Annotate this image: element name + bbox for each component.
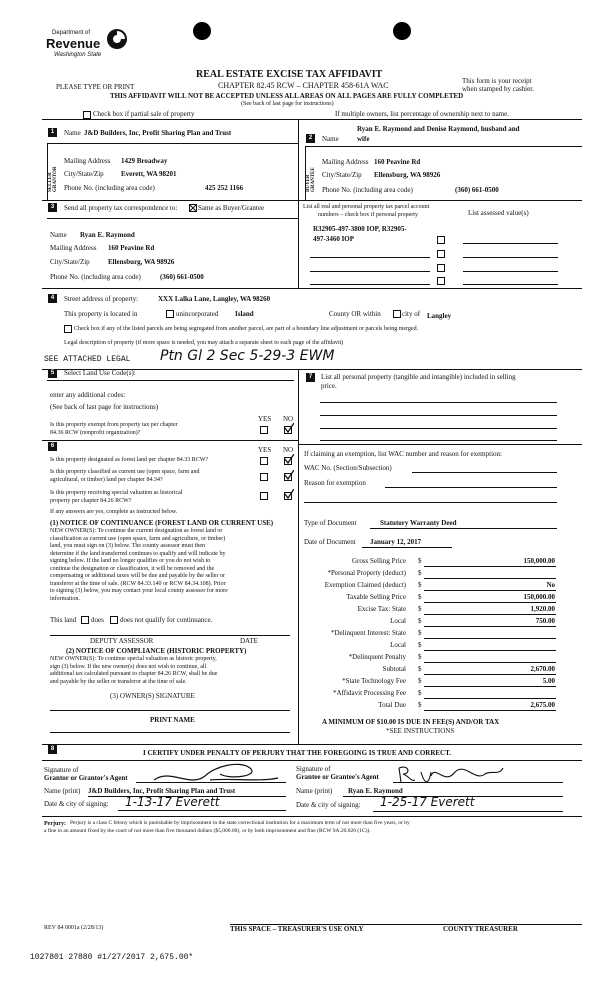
- grantee-name[interactable]: Ryan E. Raymond: [348, 787, 403, 795]
- doc-date-label: Date of Document: [304, 538, 356, 546]
- segregated-label: Check box if any of the listed parcels are being segregated from another parcel, are part of a boundary line adjustment or parcels being merged.: [74, 326, 419, 332]
- multiple-owners-note: If multiple owners, list percentage of ownership next to name.: [335, 110, 509, 118]
- tax-row: [298, 592, 582, 604]
- current-use-q-a: Is this property classified as current use (open space, farm and: [50, 469, 200, 475]
- notice2-line: NEW OWNER(S): To continue special valuation as historic property,: [50, 656, 217, 662]
- exemption-claim-label: If claiming an exemption, list WAC number and reason for exemption:: [304, 450, 502, 458]
- corr-name-label: Name: [50, 231, 67, 239]
- tax-row-value[interactable]: 2,670.00: [530, 665, 555, 673]
- grantee-name-label: Name (print): [296, 787, 333, 795]
- seller-side-label: SELLER GRANTOR: [48, 166, 58, 192]
- notice1-title: (1) NOTICE OF CONTINUANCE (FOREST LAND OR CURRENT USE): [50, 519, 274, 527]
- punch-hole-left: [193, 22, 211, 40]
- buyer-name-line2[interactable]: wife: [357, 135, 370, 143]
- correspondence-label: Send all property tax correspondence to:: [64, 204, 178, 212]
- corr-name[interactable]: Ryan E. Raymond: [80, 231, 135, 239]
- buyer-name-line1[interactable]: Ryan E. Raymond and Denise Raymond, husband and: [357, 125, 520, 133]
- seller-phone[interactable]: 425 252 1166: [205, 184, 244, 192]
- reason-label: Reason for exemption: [304, 479, 366, 487]
- seller-name[interactable]: J&D Builders, Inc, Profit Sharing Plan and Trust: [84, 129, 232, 137]
- dor-logo-icon: [106, 28, 128, 50]
- tax-row: [298, 628, 582, 640]
- receipt-note-1: This form is your receipt: [462, 77, 532, 85]
- legal-handwritten[interactable]: Ptn Gl 2 Sec 5-29-3 EWM: [160, 348, 335, 364]
- tax-row-value[interactable]: 2,675.00: [530, 701, 555, 709]
- notice2-line: and payable by the seller or transferor at the time of sale.: [50, 678, 187, 685]
- tax-row-label: Local: [390, 641, 406, 649]
- perjury-line-2: a fine in an amount fixed by the court of not more than five thousand dollars ($5,000.00), or by both imprisonment and fine (RCW 9A.20.020 (1C)).: [44, 828, 371, 834]
- tax-row: [298, 688, 582, 700]
- section-2-marker: 2: [306, 134, 315, 143]
- doc-date-value[interactable]: January 12, 2017: [370, 538, 422, 546]
- grantor-sig-label-2: Grantor or Grantor's Agent: [44, 774, 128, 782]
- section-6-marker: 6: [48, 442, 57, 451]
- check-mark-icon: [284, 470, 294, 480]
- parcel-3-personal-checkbox[interactable]: [437, 264, 445, 272]
- dollar-sign: $: [418, 653, 422, 661]
- dor-logo: [44, 26, 134, 66]
- tax-row: [298, 568, 582, 580]
- treasurer-space: THIS SPACE – TREASURER'S USE ONLY: [230, 925, 364, 933]
- check-mark-icon: [284, 489, 294, 499]
- dept-line3: Washington State: [54, 52, 102, 58]
- city-of-label: city of: [402, 310, 421, 318]
- seller-city[interactable]: Everett, WA 98201: [121, 170, 177, 178]
- buyer-mail[interactable]: 160 Peavine Rd: [374, 158, 421, 166]
- notice1-line: compensating or additional taxes will be due and payable by the seller or: [50, 573, 225, 579]
- tax-row-value[interactable]: 150,000.00: [523, 557, 555, 565]
- tax-row-label: *Delinquent Interest: State: [330, 629, 406, 637]
- forest-land-q: Is this property designated as forest land per chapter 84.33 RCW?: [50, 457, 209, 463]
- grantor-date-label: Date & city of signing:: [44, 800, 109, 808]
- tax-row-label: Exemption Claimed (deduct): [324, 581, 406, 589]
- parcel-1[interactable]: R32905-497-3800 IOP, R32905-: [313, 225, 407, 233]
- forest-yes-checkbox[interactable]: [260, 457, 268, 465]
- buyer-phone[interactable]: (360) 661-0500: [455, 186, 499, 194]
- exempt-q2: 84.36 RCW (nonprofit organization)?: [50, 430, 141, 436]
- corr-mail[interactable]: 160 Peavine Rd: [108, 244, 155, 252]
- section-1-marker: 1: [48, 128, 57, 137]
- assessed-header: List assessed value(s): [468, 209, 529, 217]
- parcel-4-personal-checkbox[interactable]: [437, 277, 445, 285]
- dollar-sign: $: [418, 593, 422, 601]
- tax-row-label: Total Due: [378, 701, 406, 709]
- corr-phone-label: Phone No. (including area code): [50, 273, 141, 281]
- street-label: Street address of property:: [64, 295, 139, 303]
- dollar-sign: $: [418, 605, 422, 613]
- section-7-marker: 7: [306, 373, 315, 382]
- seller-phone-label: Phone No. (including area code): [64, 184, 155, 192]
- county-label: County OR within: [329, 310, 381, 318]
- seller-mail[interactable]: 1429 Broadway: [121, 157, 168, 165]
- does-not-checkbox[interactable]: [110, 616, 118, 624]
- punch-hole-right: [393, 22, 411, 40]
- dollar-sign: $: [418, 569, 422, 577]
- notice1-line: continue the designation or classification, it will be removed and the: [50, 565, 215, 572]
- dollar-sign: $: [418, 677, 422, 685]
- date-label: DATE: [240, 637, 258, 645]
- buyer-name-label: Name: [322, 135, 339, 143]
- current-use-yes-checkbox[interactable]: [260, 473, 268, 481]
- land-use-label: Select Land Use Code(s):: [64, 369, 136, 377]
- tax-row-label: Taxable Selling Price: [346, 593, 406, 601]
- exempt-q1: Is this property exempt from property tax per chapter: [50, 422, 178, 428]
- buyer-side-label: BUYER GRANTEE: [306, 167, 316, 192]
- buyer-city-label: City/State/Zip: [322, 171, 362, 179]
- print-name-label: PRINT NAME: [150, 716, 195, 724]
- dollar-sign: $: [418, 617, 422, 625]
- doc-type-label: Type of Document: [304, 519, 357, 527]
- deputy-assessor-label: DEPUTY ASSESSOR: [90, 637, 154, 645]
- see-attached-legal: SEE ATTACHED LEGAL: [44, 355, 131, 364]
- grantor-date[interactable]: 1-13-17 Everett: [125, 795, 220, 809]
- parcel-header-2: numbers – check box if personal property: [318, 212, 418, 218]
- tax-row: [298, 556, 582, 568]
- dept-line1: Department of: [52, 30, 91, 36]
- forest-no-checkbox[interactable]: [284, 457, 292, 465]
- unincorporated-checkbox[interactable]: [166, 310, 174, 318]
- receipt-stamp: 1027801 27880 #1/27/2017 2,675.00*: [30, 953, 194, 962]
- minimum-note: A MINIMUM OF $10.00 IS DUE IN FEE(S) AND/OR TAX: [322, 718, 500, 726]
- notice2-line: sign (3) below. If the new owner(s) does not wish to continue, all: [50, 663, 207, 670]
- tax-row-label: Gross Selling Price: [351, 557, 406, 565]
- sec6-yes: YES: [258, 446, 272, 454]
- check-mark-icon: [284, 454, 294, 464]
- dollar-sign: $: [418, 689, 422, 697]
- historic-q-a: Is this property receiving special valuation as historical: [50, 490, 183, 496]
- notice1-line: signing below. If the land no longer qualifies or you do not wish to: [50, 558, 211, 564]
- corr-city-label: City/State/Zip: [50, 258, 90, 266]
- county-value[interactable]: Island: [235, 310, 254, 318]
- please-type: PLEASE TYPE OR PRINT: [56, 83, 135, 91]
- tax-row-value[interactable]: 1,920.00: [530, 605, 555, 613]
- grantee-sig-label-1: Signature of: [296, 765, 331, 773]
- parcel-header-1: List all real and personal property tax parcel account: [303, 204, 430, 210]
- grantor-signature[interactable]: [150, 758, 280, 788]
- tax-row-value[interactable]: 5.00: [542, 677, 555, 685]
- tax-row: [298, 676, 582, 688]
- tax-row-label: Excise Tax: State: [357, 605, 406, 613]
- grantor-name[interactable]: J&D Builders, Inc, Profit Sharing Plan and Trust: [88, 787, 236, 795]
- if-yes-note: If any answers are yes, complete as instructed below.: [50, 509, 178, 515]
- does-checkbox[interactable]: [81, 616, 89, 624]
- grantor-sig-label-1: Signature of: [44, 766, 79, 774]
- wac-label: WAC No. (Section/Subsection): [304, 464, 392, 472]
- tax-row-label: *Delinquent Penalty: [348, 653, 406, 661]
- section-4-marker: 4: [48, 294, 57, 303]
- land-does-label: This land: [50, 616, 77, 624]
- unincorporated-label: unincorporated: [176, 310, 219, 318]
- street-address[interactable]: XXX Lalka Lane, Langley, WA 98260: [158, 295, 271, 303]
- grantee-date[interactable]: 1-25-17 Everett: [380, 795, 475, 809]
- notice1-line: to signing (3) below, you may contact your local county assessor for more: [50, 588, 228, 594]
- see-back: (See back of last page for instructions): [241, 101, 334, 107]
- owner-signature-label: (3) OWNER(S) SIGNATURE: [110, 692, 195, 700]
- tax-table: [298, 556, 582, 714]
- section-5-marker: 5: [48, 369, 57, 378]
- tax-row-label: *State Technology Fee: [342, 677, 406, 685]
- form-number: REV 84 0001a (2/28/13): [44, 925, 104, 931]
- form-title: REAL ESTATE EXCISE TAX AFFIDAVIT: [196, 69, 383, 80]
- dollar-sign: $: [418, 557, 422, 565]
- perjury-line-1: Perjury is a class C felony which is punishable by imprisonment in the state correctional institution for a maximum term of not more than five years, or by: [70, 820, 410, 826]
- notice2-line: additional tax calculated pursuant to chapter 84.26 RCW, shall be due: [50, 671, 218, 677]
- partial-sale-label: Check box if partial sale of property: [93, 110, 195, 118]
- same-as-buyer-label: Same as Buyer/Grantee: [198, 204, 265, 212]
- receipt-note-2: when stamped by cashier.: [462, 85, 534, 93]
- historic-q-b: property per chapter 84.26 RCW?: [50, 498, 132, 504]
- section-8-marker: 8: [48, 745, 57, 754]
- dollar-sign: $: [418, 701, 422, 709]
- parcel-2[interactable]: 497-3460 IOP: [313, 235, 355, 243]
- tax-row: [298, 640, 582, 652]
- historic-no-checkbox[interactable]: [284, 492, 292, 500]
- sec5-no: NO: [283, 415, 294, 423]
- current-use-q-b: agricultural, or timber) land per chapter 84.34?: [50, 477, 163, 483]
- tax-row: [298, 652, 582, 664]
- dept-line2: Revenue: [46, 36, 101, 51]
- seller-city-label: City/State/Zip: [64, 170, 104, 178]
- notice1-line: information.: [50, 595, 80, 602]
- tax-row: [298, 664, 582, 676]
- historic-yes-checkbox[interactable]: [260, 492, 268, 500]
- tax-row-label: *Personal Property (deduct): [327, 569, 406, 577]
- buyer-phone-label: Phone No. (including area code): [322, 186, 413, 194]
- check-mark-icon: [284, 423, 294, 433]
- exempt-no-checkbox[interactable]: [284, 426, 292, 434]
- notice1-line: determine if the land transferred continues to qualify and will indicate by: [50, 550, 226, 557]
- additional-codes-label: enter any additional codes:: [50, 391, 126, 399]
- check-mark-icon: [190, 205, 196, 211]
- grantee-date-label: Date & city of signing:: [296, 801, 361, 809]
- parcel-1-personal-checkbox[interactable]: [437, 236, 445, 244]
- buyer-city[interactable]: Ellensburg, WA 98926: [374, 171, 441, 179]
- section-3-marker: 3: [48, 203, 57, 212]
- tax-row-value[interactable]: 150,000.00: [523, 593, 555, 601]
- seller-mail-label: Mailing Address: [64, 157, 111, 165]
- dollar-sign: $: [418, 665, 422, 673]
- does-not-label: does not qualify for continuance.: [120, 616, 213, 624]
- county-treasurer: COUNTY TREASURER: [443, 925, 518, 933]
- tax-row-label: Local: [390, 617, 406, 625]
- corr-city[interactable]: Ellensburg, WA 98926: [108, 258, 175, 266]
- land-use-see-back: (See back of last page for instructions): [50, 403, 159, 411]
- grantee-signature[interactable]: [395, 760, 505, 788]
- same-as-buyer-checkbox[interactable]: [189, 204, 197, 212]
- dollar-sign: $: [418, 581, 422, 589]
- notice1-line: classification as current use (open space, farm and agriculture, or timber): [50, 535, 226, 542]
- tax-row-value[interactable]: 750.00: [535, 617, 555, 625]
- doc-type-value[interactable]: Statutory Warranty Deed: [380, 519, 457, 527]
- parcel-2-personal-checkbox[interactable]: [437, 250, 445, 258]
- dollar-sign: $: [418, 629, 422, 637]
- tax-row: [298, 616, 582, 628]
- notice1-line: NEW OWNER(S): To continue the current designation as forest land or: [50, 528, 223, 534]
- see-instructions: *SEE INSTRUCTIONS: [386, 727, 455, 735]
- city-of-checkbox[interactable]: [393, 310, 401, 318]
- form-warning: THIS AFFIDAVIT WILL NOT BE ACCEPTED UNLESS ALL AREAS ON ALL PAGES ARE FULLY COMPLETED: [110, 92, 464, 100]
- tax-row: [298, 580, 582, 592]
- sec5-yes: YES: [258, 415, 272, 423]
- notice1-line: transferor at the time of sale. (RCW 84.33.140 or RCW 84.34.108). Prior: [50, 580, 226, 587]
- perjury-label: Perjury:: [44, 821, 66, 827]
- buyer-mail-label: Mailing Address: [322, 158, 369, 166]
- does-label: does: [91, 616, 104, 624]
- personal-property-label-2: price.: [321, 382, 337, 390]
- tax-row-label: Subtotal: [382, 665, 406, 673]
- certify-statement: I CERTIFY UNDER PENALTY OF PERJURY THAT THE FOREGOING IS TRUE AND CORRECT.: [143, 749, 452, 757]
- tax-row: [298, 604, 582, 616]
- sec6-no: NO: [283, 446, 294, 454]
- notice1-line: land, you must sign on (3) below. The county assessor must then: [50, 543, 205, 549]
- located-label: This property is located in: [64, 310, 138, 318]
- corr-mail-label: Mailing Address: [50, 244, 97, 252]
- tax-row-value[interactable]: No: [546, 581, 555, 589]
- dollar-sign: $: [418, 641, 422, 649]
- seller-name-label: Name: [64, 129, 81, 137]
- form-subtitle: CHAPTER 82.45 RCW – CHAPTER 458-61A WAC: [218, 81, 389, 90]
- exempt-yes-checkbox[interactable]: [260, 426, 268, 434]
- legal-desc-label: Legal description of property (if more space is needed, you may attach a separate sheet to each page of the affidavit): [64, 340, 344, 346]
- segregated-checkbox[interactable]: [64, 325, 72, 333]
- grantee-sig-label-2: Grantee or Grantee's Agent: [296, 773, 379, 781]
- current-use-no-checkbox[interactable]: [284, 473, 292, 481]
- notice2-title: (2) NOTICE OF COMPLIANCE (HISTORIC PROPERTY): [66, 647, 247, 655]
- city-value[interactable]: Langley: [427, 312, 452, 320]
- corr-phone[interactable]: (360) 661-0500: [160, 273, 204, 281]
- tax-row: [298, 700, 582, 712]
- grantor-name-label: Name (print): [44, 787, 81, 795]
- tax-row-label: *Affidavit Processing Fee: [333, 689, 406, 697]
- personal-property-label-1: List all personal property (tangible and intangible) included in selling: [321, 373, 516, 381]
